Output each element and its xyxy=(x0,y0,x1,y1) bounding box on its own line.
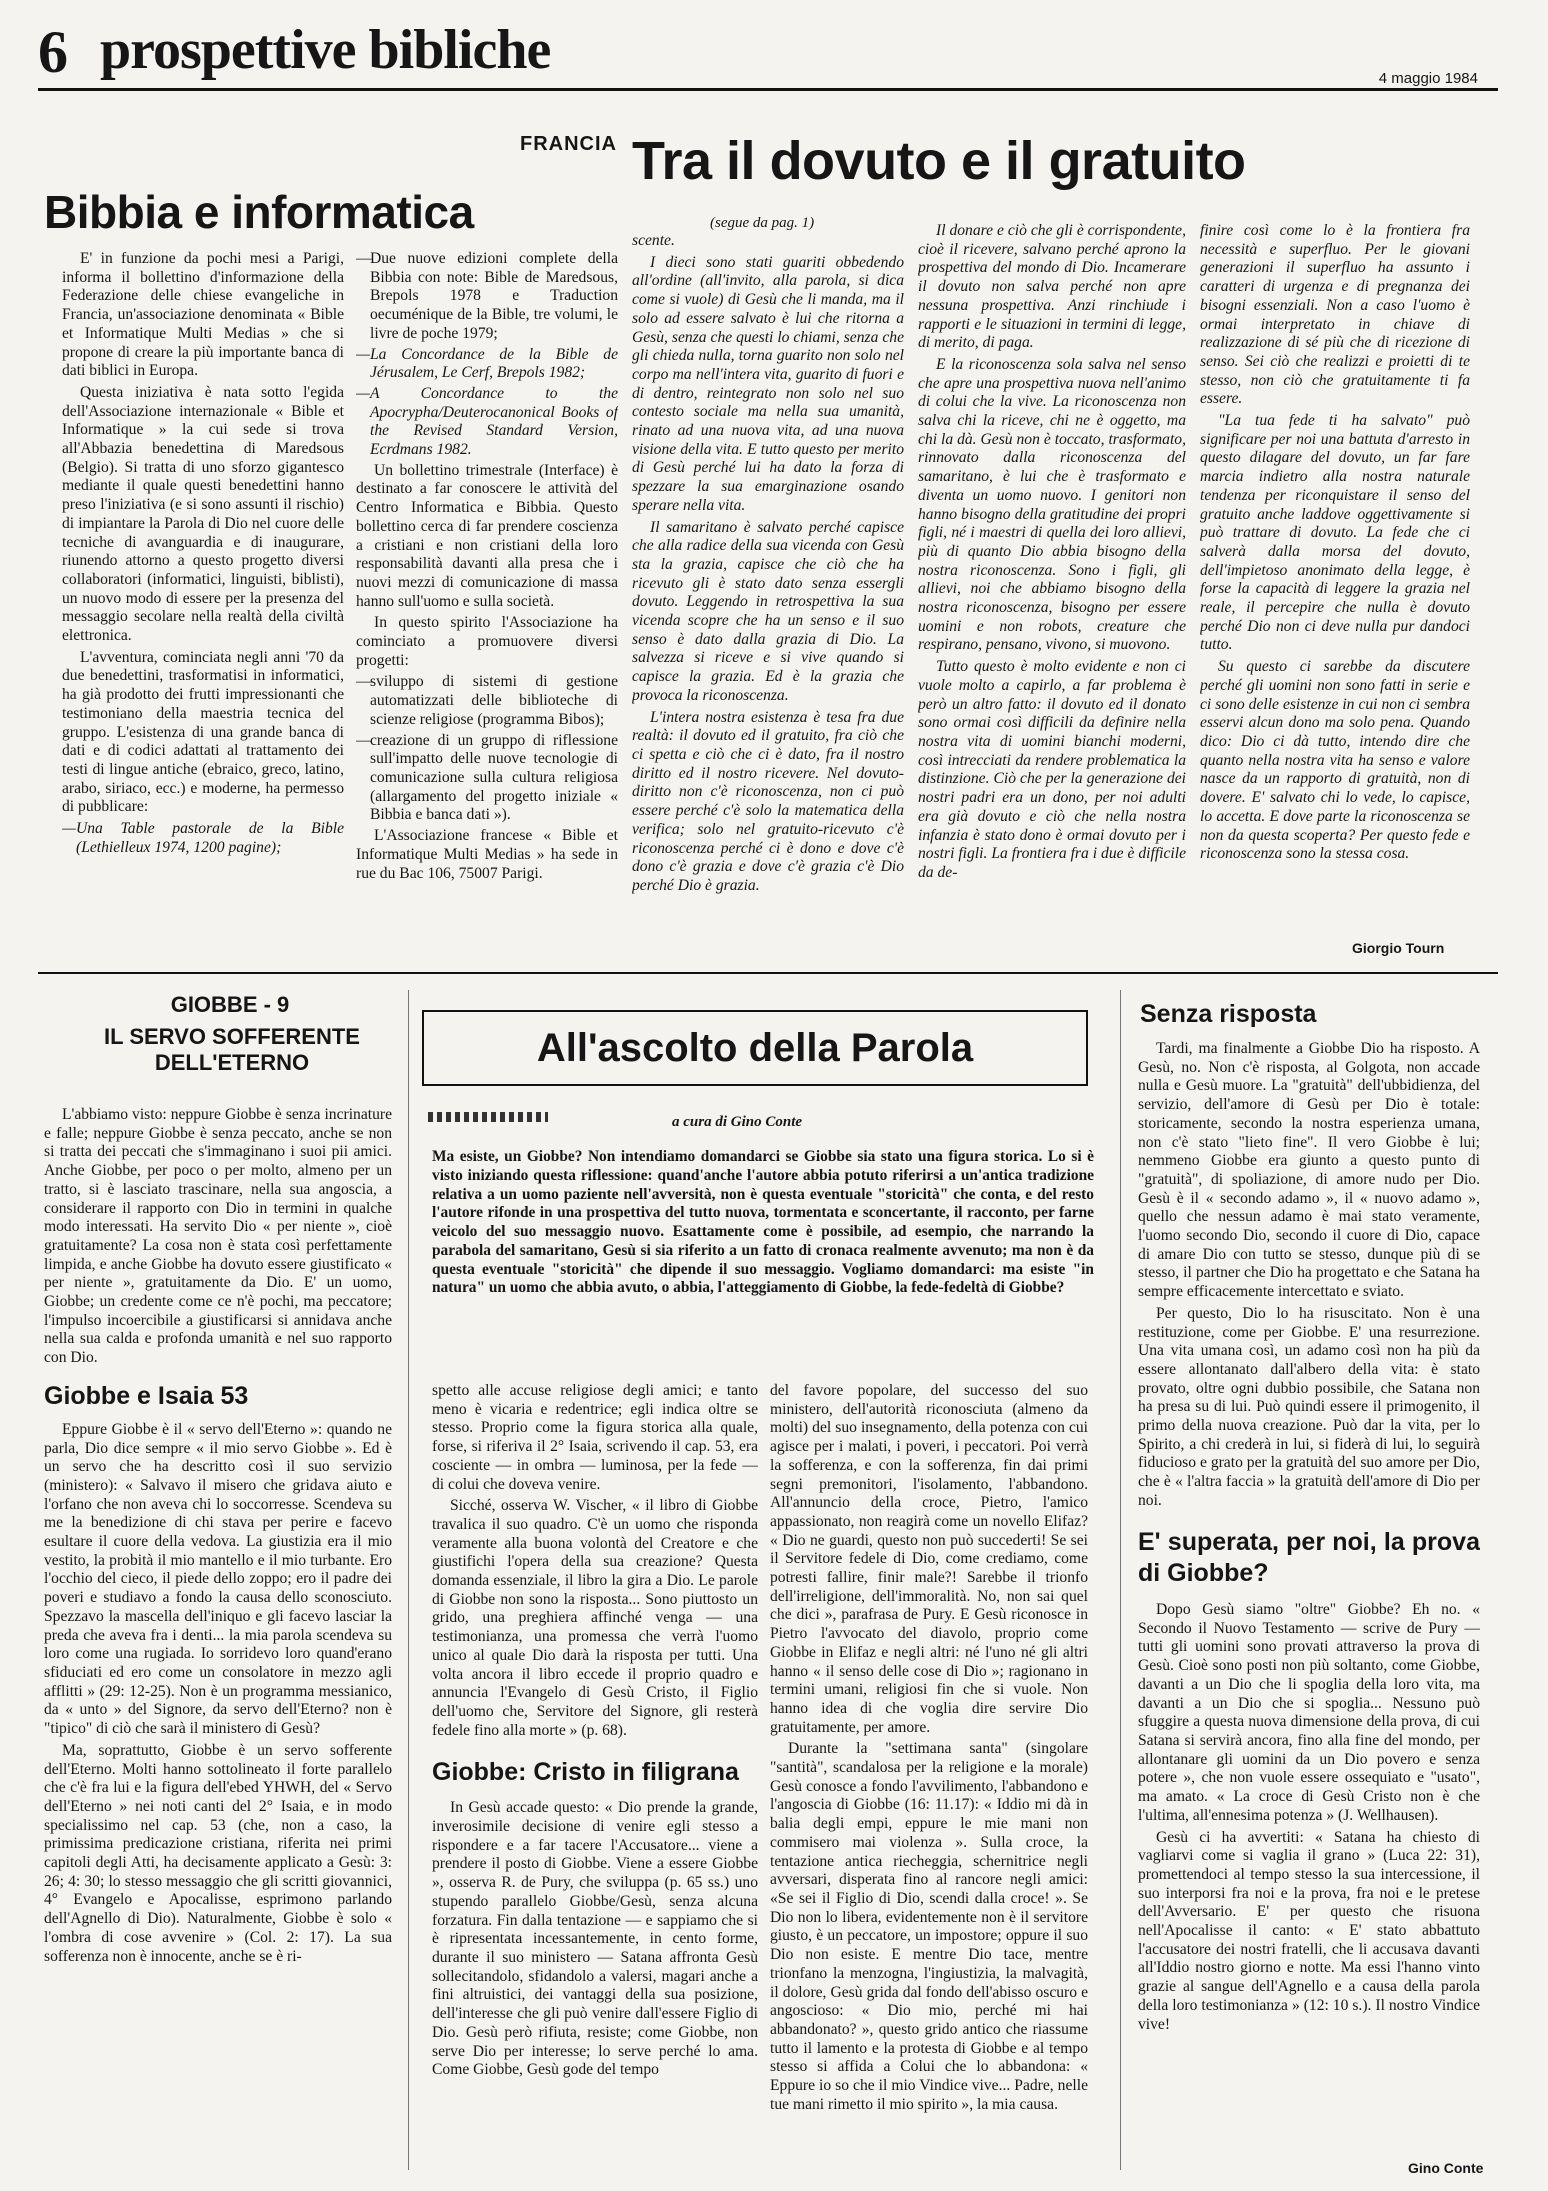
dovuto-paragraph: Su questo ci sarebbe da discutere perché gli uomini non sono fatti in serie e ci sono delle esistenze in cui non ci sembra esservi alcun dono ma solo pena. Quando dico: Dio ci dà tutto, intendo dire che quanto nella nostra vita ha senso e valore nasce da un rapporto di gratuità, non di dovere. E' salvato chi lo vede, lo capisce, lo accetta. E dove parte la riconoscenza se non da questa scoperta? Per questo fede e riconoscenza sono la stessa cosa. xyxy=(1200,658,1470,863)
decorative-ornament xyxy=(428,1112,548,1122)
article-title-bibbia: Bibbia e informatica xyxy=(44,186,474,238)
giobbe-paragraph: Ma, soprattutto, Giobbe è un servo sofferente dell'Eterno. Molti hanno sottolineato il forte parallelo che c'è fra lui e la figura dell'ebed YHWH, del « Servo dell'Eterno » nei noti canti del 2° Isaia, e in modo specialissimo nel cap. 53 (che, non a caso, la primissima predicazione cristiana, riferita nei primi capitoli degli Atti, ha decisamente applicato a Gesù: 3: 26; 4: 30; lo stesso messaggio che gli scritti giovannici, 4° Evangelo e Apocalisse, esprimono parlando dell'Agnello di Dio). Naturalmente, Giobbe è solo « l'ombra di cose avvenire » (Col. 2: 17). La sua sofferenza non è innocente, anche se è ri- xyxy=(44,1741,392,1965)
dovuto-column-2 xyxy=(918,222,1186,962)
bibbia-paragraph: L'Associazione francese « Bible et Informatique Multi Medias » ha sede in rue du Bac 106, 75007 Parigi. xyxy=(356,827,618,882)
publication-item: — Due nuove edizioni complete della Bibbia con note: Bible de Maredsous, Brepols 1978 e Traduction oecuménique de la Bible, tre volumi, le livre de poche 1979; xyxy=(370,250,618,344)
dovuto-paragraph: scente. xyxy=(632,232,675,249)
dovuto-paragraph: Il donare e ciò che gli è corrispondente, cioè il ricevere, salvano perché aprono la prospettiva del mondo di Dio. Incamerare il dovuto non salva perché non apre nessuna prospettiva. Anzi rinchiude i rapporti e le situazioni in termini di legge, di merito, di paga. xyxy=(918,222,1186,352)
section-masthead: prospettive bibliche xyxy=(100,19,551,81)
ascolto-paragraph: del favore popolare, del successo del suo ministero, dell'autorità riconosciuta (almeno da molti) del suo insegnamento, della potenza con cui agisce per i malati, i poveri, i peccatori. Poi verrà la sofferenza, e con la sofferenza, fin dai primi segni premonitori, l'isolamento, l'abbandono. All'annuncio della croce, Pietro, l'amico appassionato, non reagirà come un novello Elifaz? « Dio ne guardi, questo non può succederti! Se sei il Servitore fedele di Dio, come crediamo, come potresti fallire, finir male?! Sarebbe il trionfo dell'irreligione, dell'immoralità. No, non sai quel che dici », parafrasa de Pury. E Gesù riconosce in Pietro l'avvocato del diavolo, proprio come Giobbe in Elifaz e negli altri: né l'uno né gli altri hanno « il senso delle cose di Dio »; ragionano in termini umani, religiosi fin che si vuole. Non hanno idea di che voglia dire servire Dio gratuitamente, per amore. xyxy=(770,1382,1088,1736)
risposta-paragraph: Dopo Gesù siamo "oltre" Giobbe? Eh no. « Secondo il Nuovo Testamento — scrive de Pury — tutti gli uomini sono provati attraverso la prova di Gesù. Cioè sono posti non più soltanto, come Giobbe, davanti a un Dio che li spoglia della loro vita, ma davanti a un Dio che si spoglia... Nessuno può sfuggire a questa nuova dimensione della prova, di cui Satana si servirà ancora, fino alla fine del mondo, per allontanare gli uomini da un Dio povero e senza potere », che non vuole essere ossequiato e "usato", ma amato. « La croce di Gesù Cristo non è che l'ultima, all'ennesima potenza » (J. Wellhausen). xyxy=(1138,1601,1480,1824)
project-list xyxy=(356,673,618,825)
author-signature: Gino Conte xyxy=(1408,2160,1484,2176)
subsection-title: E' superata, per noi, la prova di Giobbe? xyxy=(1138,1527,1480,1587)
risposta-column xyxy=(1138,1040,1480,2170)
bibbia-column-1 xyxy=(62,250,344,950)
subsection-title: Giobbe e Isaia 53 xyxy=(44,1381,249,1410)
publication-item: — A Concordance to the Apocrypha/Deuterocanonical Books of the Revised Standard Version, Ecrdmans 1982. xyxy=(370,385,618,460)
rubric-title-box: All'ascolto della Parola xyxy=(422,1010,1088,1086)
section-divider xyxy=(38,972,1498,974)
masthead-rule xyxy=(38,88,1498,91)
giobbe-paragraph: Eppure Giobbe è il « servo dell'Eterno »: quando ne parla, Dio dice sempre « il mio servo Giobbe ». Ed è un servo che ha descritto così il suo servizio (ministero): « Salvavo il misero che gridava aiuto e l'orfano che non aveva chi lo soccorresse. Scendeva su me la benedizione di chi stava per perire e facevo esultare il cuore della vedova. La giustizia era il mio vestito, la probità il mio mantello e il mio turbante. Ero l'occhio del cieco, il piede dello zoppo; ero il padre dei poveri e studiavo a fondo la causa dello sconosciuto. Spezzavo la mascella dell'iniquo e gli facevo lasciar la preda che aveva fra i denti... la mia parola scendeva su loro come una rugiada. Io sorridevo loro quand'erano sfiduciati ed ero come un consolatore in mezzo agli afflitti » (29: 12-25). Non è un programma messianico, da « unto » del Signore, da servo dell'Eterno? non è "tipico" di ciò che sarà il ministero di Gesù? xyxy=(44,1420,392,1738)
publication-item: — Una Table pastorale de la Bible (Lethielleux 1974, 1200 pagine); xyxy=(76,820,344,857)
series-title: GIOBBE - 9 xyxy=(170,992,290,1017)
issue-date: 4 maggio 1984 xyxy=(1378,70,1478,87)
publication-item: — La Concordance de la Bible de Jérusalem, Le Cerf, Brepols 1982; xyxy=(370,346,618,383)
rubric-byline: a cura di Gino Conte xyxy=(672,1114,803,1130)
dovuto-paragraph: "La tua fede ti ha salvato" può significare per noi una battuta d'arresto in questo dilagare del dovuto, un far fare marcia indietro alla nostra naturale tendenza per riconquistare il senso del gratuito anche laddove oggettivamente si può trattare di dovuto. La fede che ci salverà dalla morsa del dovuto, dell'impietoso anonimato della legge, è forse la capacità di leggere la grazia nel reale, il percepire che nulla è dovuto perché Dio non ci deve nulla pur dandoci tutto. xyxy=(1200,412,1470,654)
bibbia-paragraph: L'avventura, cominciata negli anni '70 da due benedettini, trasformatisi in informatici, ha già prodotto dei frutti impressionanti che testimoniano della maestria tecnica del gruppo. L'esistenza di una grande banca di dati e di codici adattati al trattamento dei testi di lingue antiche (ebraico, greco, latino, arabo, siriaco, ecc.) e moderne, ha permesso di pubblicare: xyxy=(62,648,344,816)
subsection-title: Senza risposta xyxy=(1140,1000,1317,1028)
country-kicker: FRANCIA xyxy=(520,133,617,155)
subsection-title: Giobbe: Cristo in filigrana xyxy=(432,1758,739,1787)
project-item: — sviluppo di sistemi di gestione automatizzati delle biblioteche di scienze religiose (programma Bibos); xyxy=(370,673,618,729)
giobbe-paragraph: L'abbiamo visto: neppure Giobbe è senza incrinature e falle; neppure Giobbe è senza peccato, anche se non si tratta dei peccati che s'immaginano i suoi pii amici. Anche Giobbe, per poco o per molto, almeno per un tratto, si è lasciato trascinare, nella sua angoscia, a considerare il rapporto con Dio in termini in qualche modo interessati. Ha servito Dio « per niente », cioè gratuitamente? La cosa non è stata così perfettamente limpida, e anche Giobbe ha dovuto essere giustificato « per niente », gratuitamente da Dio. E' un uomo, Giobbe; un credente come ce n'è pochi, ma peccatore; l'impulso incoercibile a giustificarsi si annidava anche nella sua calda e profonda umanità e nel suo rapporto con Dio. xyxy=(44,1106,392,1367)
ascolto-column-1 xyxy=(432,1382,758,2172)
ascolto-paragraph: Sicché, osserva W. Vischer, « il libro di Giobbe travalica il suo quadro. C'è un uomo che risponda veramente alla buona volontà del Creatore e che giustifichi l'opera della sua creazione? Questa domanda essenziale, il libro la gira a Dio. Le parole di Giobbe non sono la risposta... Sono piuttosto un grido, una preghiera affinché venga — una testimonianza, una promessa che verrà l'uomo unico al quale Dio darà la risposta per tutti. Una volta ancora il libro eccede il proprio quadro e annuncia l'Evangelo di Gesù Cristo, il Figlio dell'uomo che, Servitore del Signore, gli resterà fedele fino alla morte » (p. 68). xyxy=(432,1497,758,1739)
dovuto-paragraph: I dieci sono stati guariti obbedendo all'ordine (all'invito, alla parola, si dica come si vuole) di Gesù che li manda, ma il solo ad essere salvato è lui che ritorna a Gesù, senza che questi lo chiami, senza che gli chieda nulla, torna guarito non solo nel corpo ma nell'intera vita, guarito di fuori e di dentro, reintegrato non solo nel suo contesto sociale ma nella sua umanità, rinato ad una nuova vita, ad una nuova visione della vita. E tutto questo per merito di Gesù perché lui ha dato la forza di spezzare la sua emarginazione osando sperare nella vita. xyxy=(632,253,904,514)
risposta-paragraph: Tardi, ma finalmente a Giobbe Dio ha risposto. A Gesù, no. Non c'è risposta, al Golgota, non accade nulla e Gesù muore. La "gratuità" dell'ubbidienza, del servizio, dell'amore di Gesù per Dio è totale: storicamente, secondo la nostra esperienza umana, non c'è stato "lieto fine". Il vero Giobbe è lui; nemmeno Giobbe era giunto a questo punto di "gratuità", di spoliazione, di amore nudo per Dio. Gesù è il « secondo adamo », il « nuovo adamo », quello che nessun adamo è mai stato veramente, l'uomo secondo Dio, secondo il cuore di Dio, capace di amare Dio con tutto se stesso, dunque più di se stesso, il partner che Dio ha progettato e che Satana ha sempre efficacemente intercettato e sviato. xyxy=(1138,1040,1480,1301)
author-signature: Giorgio Tourn xyxy=(1352,940,1445,956)
bibbia-paragraph: In questo spirito l'Associazione ha cominciato a promuovere diversi progetti: xyxy=(356,614,618,669)
dovuto-paragraph: E la riconoscenza sola salva nel senso che apre una prospettiva nuova nell'animo di colui che la vive. La riconoscenza non salva chi la riceve, chi ne è oggetto, ma chi la dà. Gesù non è toccato, trasformato, rinnovato dalla riconoscenza del samaritano, è lui che è trasformato e diventa un uomo nuovo. I genitori non hanno bisogno della gratitudine dei propri figli, né i maestri di quella dei loro allievi, più di quanto Dio abbia bisogno della nostra riconoscenza. Sono i figli, gli allievi, noi che abbiamo bisogno della nostra riconoscenza, bisogno per essere uomini e non robots, creature che respirano, pensano, vivono, si muovono. xyxy=(918,355,1186,654)
article-title-dovuto: Tra il dovuto e il gratuito xyxy=(632,131,1246,191)
column-rule xyxy=(408,990,409,2170)
giobbe-column xyxy=(44,1106,392,2166)
risposta-paragraph: Gesù ci ha avvertiti: « Satana ha chiesto di vagliarvi come si vaglia il grano » (Luca 22: 31), promettendoci al tempo stesso la sua intercessione, il suo interporsi fra noi e la prova, fra noi e le pretese dell'Avversario. E' per questo che risuona nell'Apocalisse il canto: « E' stato abbattuto l'accusatore dei nostri fratelli, che li accusava davanti all'Iddio nostro giorno e notte. Ma essi l'hanno vinto grazie al sangue dell'Agnello e a causa della parola della loro testimonianza » (12: 10 s.). Il nostro Vindice vive! xyxy=(1138,1828,1480,2033)
dovuto-paragraph: L'intera nostra esistenza è tesa fra due realtà: il dovuto ed il gratuito, fra ciò che ci spetta e ciò che ci è dato, fra il nostro diritto ed il nostro ricevere. Nel dovuto-diritto non c'è riconoscenza, non ci può essere perché c'è solo la matematica della verifica; solo nel gratuito-ricevuto c'è riconoscenza perché ci è dono e dove c'è dono c'è grazia e dove c'è grazia c'è Dio perché Dio è grazia. xyxy=(632,708,904,894)
ascolto-paragraph: In Gesù accade questo: « Dio prende la grande, inverosimile decisione di venire egli stesso a rispondere e a far tacere l'Accusatore... viene a prendere il posto di Giobbe. Viene a essere Giobbe », osserva R. de Pury, che sviluppa (p. 65 ss.) uno stupendo parallelo Giobbe/Gesù, senza alcuna forzatura. Fin dalla tentazione — e sappiamo che si è ripresentata incessantemente, in cento forme, durante il suo ministero — Satana affronta Gesù sollecitandolo, sfidandolo a valersi, magari anche a fini altruistici, dei vantaggi della sua posizione, dell'interesse che gli può venire dall'essere Figlio di Dio. Gesù però rifiuta, resiste; come Giobbe, non serve Dio per interesse; lo serve perché lo ama. Come Giobbe, Gesù gode del tempo xyxy=(432,1799,758,2079)
ascolto-column-2 xyxy=(770,1382,1088,2172)
bibbia-paragraph: Un bollettino trimestrale (Interface) è destinato a far conoscere le attività del Centro Informatica e Bibbia. Questo bollettino cerca di far prendere coscienza a cristiani e non cristiani della loro responsabilità davanti alla presa che i nuovi mezzi di comunicazione di massa hanno sull'uomo e sulla società. xyxy=(356,461,618,610)
dovuto-paragraph: Il samaritano è salvato perché capisce che alla radice della sua vicenda con Gesù sta la grazia, capisce che ciò che ha ricevuto gli è stato dato senza essergli dovuto. Leggendo in retrospettiva la sua vicenda scopre che ha un senso e il suo senso è dato dalla grazia di Dio. La salvezza si riceve e si vive quando si capisce la grazia. Ed è la grazia che provoca la riconoscenza. xyxy=(632,518,904,704)
publication-list xyxy=(62,820,344,857)
rubric-intro: Ma esiste, un Giobbe? Non intendiamo domandarci se Giobbe sia stato una figura storica. Lo si è visto iniziando questa riflessione: quand'anche l'autore abbia potuto riferirsi a un'antica tradizione relativa a un uomo paziente nell'avversità, non è questa eventuale "storicità" che conta, e del resto l'autore rifonde in una prospettiva del tutto nuova, tormentata e sconcertante, il racconto, per farne veicolo del suo messaggio nuovo. Esattamente come è possibile, ad esempio, che narrando la parabola del samaritano, Gesù si sia riferito a un fatto di cronaca realmente avvenuto; ma non è da questa eventuale "storicità" che dipende il suo messaggio. Vogliamo domandarci: ma esiste "in natura" un uomo che abbia avuto, o abbia, l'atteggiamento di Giobbe, la fede-fedeltà di Giobbe? xyxy=(432,1148,1094,1297)
project-item: — creazione di un gruppo di riflessione sull'impatto delle nuove tecnologie di comunicazione sulla cultura religiosa (allargamento del progetto iniziale « Bibbia e banca dati »). xyxy=(370,732,618,826)
ascolto-paragraph: spetto alle accuse religiose degli amici; e tanto meno è vicaria e redentrice; egli indica oltre se stesso. Proprio come la figura storica alla quale, forse, si riferiva il 2° Isaia, scrivendo il cap. 53, era cosciente — in ombra — luminosa, per la fede — di colui che doveva venire. xyxy=(432,1382,758,1493)
dovuto-paragraph: finire così come lo è la frontiera fra necessità e superfluo. Per le giovani generazioni il superfluo ha assunto i caratteri di urgenza e di pregnanza dei bisogni essenziali. Non a caso l'uomo è ormai interpretato in chiave di realizzazione di sé più che di ricezione di senso. Sei ciò che realizzi e proietti di te stesso, non ciò che gratuitamente ti fa essere. xyxy=(1200,222,1470,408)
bibbia-paragraph: Questa iniziativa è nata sotto l'egida dell'Associazione internazionale « Bible et Informatique » la cui sede si trova all'Abbazia benedettina di Maredsous (Belgio). Si tratta di uno sforzo gigantesco mediante il quale questi benedettini hanno preso l'iniziativa (e si sono assunti il rischio) di impiantare la Parola di Dio nel cuore delle tecniche di avanguardia e di inaugurare, riunendo attorno a questo progetto diversi collaboratori (informatici, linguisti, biblisti), un nuovo modo di essere per la presenza del messaggio secolare nella realtà della civiltà elettronica. xyxy=(62,383,344,645)
dovuto-column-3 xyxy=(1200,222,1470,932)
series-subtitle: IL SERVO SOFFERENTE DELL'ETERNO xyxy=(104,1024,360,1076)
risposta-paragraph: Per questo, Dio lo ha risuscitato. Non è una restituzione, come per Giobbe. E' una resurrezione. Una vita umana così, un adamo così non ha più da essere allontanato dall'albero della vita: è stato provato, oltre ogni dubbio possibile, che Satana non ha presa su di lui. Può quindi essere il primogenito, il primo della nuova creazione. Può dar la vita, per lo Spirito, a chi crederà in lui, si fiderà di lui, lo seguirà fiducioso e grato per la gratuità del suo amore per Dio, che è « l'altra faccia » la gratuità dell'amore di Dio per noi. xyxy=(1138,1304,1480,1509)
column-rule xyxy=(1120,990,1121,2170)
continued-note: (segue da pag. 1) xyxy=(710,215,815,231)
page-number: 6 xyxy=(38,19,68,85)
dovuto-column-1 xyxy=(632,232,904,962)
bibbia-paragraph: E' in funzione da pochi mesi a Parigi, informa il bollettino d'informazione della Federazione delle chiese evangeliche in Francia, un'associazione denominata « Bible et Informatique Multi Medias » che si propone di creare la più importante banca di dati biblici in Europa. xyxy=(62,250,344,380)
dovuto-paragraph: Tutto questo è molto evidente e non ci vuole molto a capirlo, a far problema è però un altro fatto: il dovuto ed il donato sono ormai così difficili da definire nella nostra vita di uomini bianchi moderni, così intrecciati da rendere problematica la distinzione. Ciò che per la generazione dei nostri padri era un dono, per noi adulti era già dovuto e ciò che nella nostra infanzia è stato dono è ormai dovuto per i nostri figli. La frontiera fra i due è difficile da de- xyxy=(918,658,1186,881)
publication-list xyxy=(356,250,618,460)
bibbia-column-2 xyxy=(356,250,618,950)
ascolto-paragraph: Durante la "settimana santa" (singolare "santità", scandalosa per la religione e la morale) Gesù conosce a fondo l'avvilimento, l'abbandono e l'angoscia di Giobbe (16: 11.17): « Iddio mi dà in balia degli empi, eppure le mie mani non commisero mai violenza ». Sulla croce, la tentazione antica riecheggia, schernitrice negli avversari, disperata fino al rancore negli amici: «Se sei il Figlio di Dio, scendi dalla croce! ». Se Dio non lo libera, evidentemente non è il servitore giusto, è un peccatore, un impostore; oppure il suo Dio non esiste. E mentre Dio tace, mentre trionfano la menzogna, l'ingiustizia, la malvagità, il dolore, Gesù grida dal fondo dell'abisso oscuro e angoscioso: « Dio mio, perché mi hai abbandonato? », questo grido antico che riassume tutto il lamento e la protesta di Giobbe e al tempo stesso si affida a Colui che lo abbandona: « Eppure io so che il mio Vindice vive... Padre, nelle tue mani rimetto il mio spirito », la mia causa. xyxy=(770,1740,1088,2113)
